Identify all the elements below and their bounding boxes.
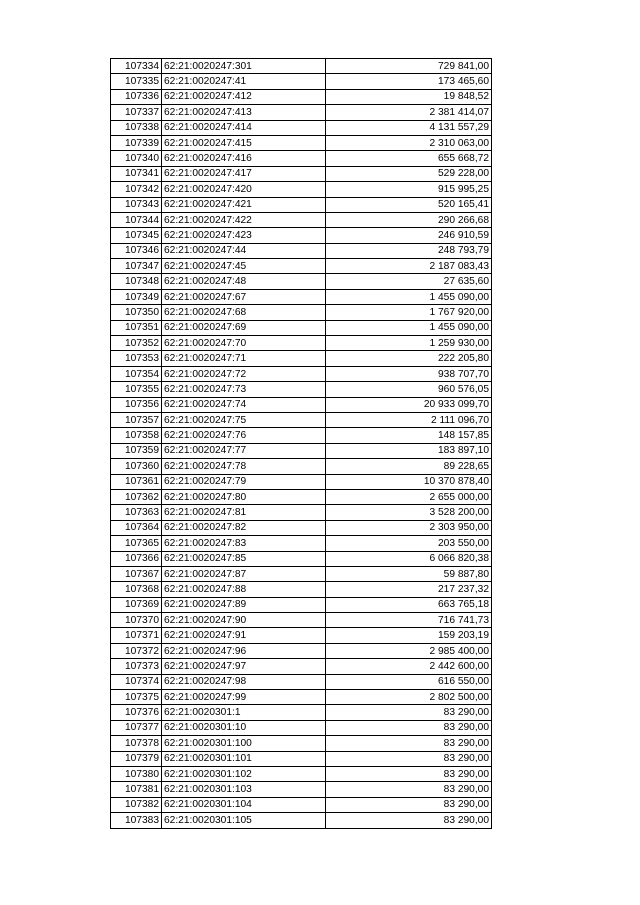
cadastral-number-cell: 62:21:0020247:89: [162, 597, 326, 612]
value-cell: 2 310 063,00: [326, 135, 492, 150]
row-number-cell: 107364: [111, 520, 162, 535]
row-number-cell: 107372: [111, 643, 162, 658]
value-cell: 655 668,72: [326, 151, 492, 166]
row-number-cell: 107342: [111, 182, 162, 197]
row-number-cell: 107358: [111, 428, 162, 443]
table-row: [111, 228, 492, 243]
row-number-cell: 107378: [111, 736, 162, 751]
cadastral-number-cell: 62:21:0020247:81: [162, 505, 326, 520]
table-row: [111, 690, 492, 705]
row-number-cell: 107373: [111, 659, 162, 674]
row-number-cell: 107341: [111, 166, 162, 181]
value-cell: 3 528 200,00: [326, 505, 492, 520]
row-number-cell: 107354: [111, 366, 162, 381]
table-row: [111, 659, 492, 674]
table-row: [111, 536, 492, 551]
table-row: [111, 397, 492, 412]
cadastral-number-cell: 62:21:0020247:82: [162, 520, 326, 535]
table-row: [111, 135, 492, 150]
cadastral-number-cell: 62:21:0020247:423: [162, 228, 326, 243]
row-number-cell: 107352: [111, 336, 162, 351]
table-row: [111, 274, 492, 289]
cadastral-number-cell: 62:21:0020247:98: [162, 674, 326, 689]
cadastral-number-cell: 62:21:0020247:48: [162, 274, 326, 289]
value-cell: 83 290,00: [326, 720, 492, 735]
table-row: [111, 597, 492, 612]
table-row: [111, 766, 492, 781]
cadastral-number-cell: 62:21:0020247:45: [162, 259, 326, 274]
row-number-cell: 107353: [111, 351, 162, 366]
cadastral-number-cell: 62:21:0020247:415: [162, 135, 326, 150]
table-row: [111, 628, 492, 643]
cadastral-number-cell: 62:21:0020247:91: [162, 628, 326, 643]
value-cell: 248 793,79: [326, 243, 492, 258]
cadastral-number-cell: 62:21:0020247:414: [162, 120, 326, 135]
row-number-cell: 107368: [111, 582, 162, 597]
cadastral-number-cell: 62:21:0020247:72: [162, 366, 326, 381]
row-number-cell: 107359: [111, 443, 162, 458]
value-cell: 222 205,80: [326, 351, 492, 366]
table-row: [111, 259, 492, 274]
table-row: [111, 489, 492, 504]
cadastral-number-cell: 62:21:0020247:99: [162, 690, 326, 705]
value-cell: 159 203,19: [326, 628, 492, 643]
table-row: [111, 89, 492, 104]
value-cell: 1 455 090,00: [326, 320, 492, 335]
row-number-cell: 107349: [111, 289, 162, 304]
value-cell: 83 290,00: [326, 705, 492, 720]
cadastral-number-cell: 62:21:0020247:90: [162, 613, 326, 628]
value-cell: 716 741,73: [326, 613, 492, 628]
row-number-cell: 107351: [111, 320, 162, 335]
cadastral-number-cell: 62:21:0020247:76: [162, 428, 326, 443]
value-cell: 529 228,00: [326, 166, 492, 181]
cadastral-number-cell: 62:21:0020247:83: [162, 536, 326, 551]
table-row: [111, 566, 492, 581]
value-cell: 2 802 500,00: [326, 690, 492, 705]
table-row: [111, 674, 492, 689]
table-row: [111, 736, 492, 751]
table-row: [111, 74, 492, 89]
table-row: [111, 705, 492, 720]
value-cell: 246 910,59: [326, 228, 492, 243]
table-row: [111, 613, 492, 628]
row-number-cell: 107340: [111, 151, 162, 166]
row-number-cell: 107343: [111, 197, 162, 212]
row-number-cell: 107371: [111, 628, 162, 643]
cadastral-number-cell: 62:21:0020301:100: [162, 736, 326, 751]
row-number-cell: 107348: [111, 274, 162, 289]
table-row: [111, 551, 492, 566]
row-number-cell: 107360: [111, 459, 162, 474]
table-row: [111, 813, 492, 828]
cadastral-number-cell: 62:21:0020301:10: [162, 720, 326, 735]
table-row: [111, 582, 492, 597]
value-cell: 2 442 600,00: [326, 659, 492, 674]
value-cell: 10 370 878,40: [326, 474, 492, 489]
table-row: [111, 166, 492, 181]
value-cell: 2 985 400,00: [326, 643, 492, 658]
table-body: [111, 59, 492, 829]
cadastral-number-cell: 62:21:0020247:85: [162, 551, 326, 566]
cadastral-number-cell: 62:21:0020247:68: [162, 305, 326, 320]
cadastral-number-cell: 62:21:0020247:420: [162, 182, 326, 197]
cadastral-number-cell: 62:21:0020301:101: [162, 751, 326, 766]
value-cell: 83 290,00: [326, 766, 492, 781]
row-number-cell: 107377: [111, 720, 162, 735]
cadastral-number-cell: 62:21:0020247:421: [162, 197, 326, 212]
table-row: [111, 505, 492, 520]
cadastral-number-cell: 62:21:0020247:67: [162, 289, 326, 304]
value-cell: 1 767 920,00: [326, 305, 492, 320]
cadastral-number-cell: 62:21:0020247:78: [162, 459, 326, 474]
value-cell: 663 765,18: [326, 597, 492, 612]
table-row: [111, 412, 492, 427]
cadastral-number-cell: 62:21:0020247:79: [162, 474, 326, 489]
row-number-cell: 107366: [111, 551, 162, 566]
value-cell: 960 576,05: [326, 382, 492, 397]
row-number-cell: 107347: [111, 259, 162, 274]
value-cell: 83 290,00: [326, 736, 492, 751]
cadastral-number-cell: 62:21:0020301:103: [162, 782, 326, 797]
table-row: [111, 643, 492, 658]
value-cell: 83 290,00: [326, 782, 492, 797]
cadastral-number-cell: 62:21:0020247:41: [162, 74, 326, 89]
value-cell: 2 187 083,43: [326, 259, 492, 274]
value-cell: 83 290,00: [326, 797, 492, 812]
cadastral-number-cell: 62:21:0020247:69: [162, 320, 326, 335]
cadastral-number-cell: 62:21:0020247:96: [162, 643, 326, 658]
value-cell: 915 995,25: [326, 182, 492, 197]
cadastral-number-cell: 62:21:0020247:71: [162, 351, 326, 366]
table-row: [111, 782, 492, 797]
cadastral-number-cell: 62:21:0020247:80: [162, 489, 326, 504]
value-cell: 4 131 557,29: [326, 120, 492, 135]
row-number-cell: 107369: [111, 597, 162, 612]
cadastral-number-cell: 62:21:0020247:44: [162, 243, 326, 258]
value-cell: 20 933 099,70: [326, 397, 492, 412]
table-row: [111, 797, 492, 812]
cadastral-number-cell: 62:21:0020247:75: [162, 412, 326, 427]
cadastral-value-table: [110, 58, 492, 829]
table-row: [111, 474, 492, 489]
row-number-cell: 107338: [111, 120, 162, 135]
value-cell: 2 111 096,70: [326, 412, 492, 427]
table-row: [111, 151, 492, 166]
row-number-cell: 107383: [111, 813, 162, 828]
table-row: [111, 120, 492, 135]
cadastral-number-cell: 62:21:0020247:88: [162, 582, 326, 597]
cadastral-number-cell: 62:21:0020247:417: [162, 166, 326, 181]
cadastral-number-cell: 62:21:0020247:412: [162, 89, 326, 104]
row-number-cell: 107379: [111, 751, 162, 766]
value-cell: 19 848,52: [326, 89, 492, 104]
row-number-cell: 107339: [111, 135, 162, 150]
table-row: [111, 243, 492, 258]
row-number-cell: 107344: [111, 212, 162, 227]
row-number-cell: 107376: [111, 705, 162, 720]
value-cell: 89 228,65: [326, 459, 492, 474]
table-row: [111, 105, 492, 120]
table-row: [111, 443, 492, 458]
table-row: [111, 520, 492, 535]
table-row: [111, 305, 492, 320]
row-number-cell: 107367: [111, 566, 162, 581]
value-cell: 183 897,10: [326, 443, 492, 458]
table-row: [111, 459, 492, 474]
value-cell: 520 165,41: [326, 197, 492, 212]
table-row: [111, 351, 492, 366]
cadastral-number-cell: 62:21:0020247:77: [162, 443, 326, 458]
value-cell: 173 465,60: [326, 74, 492, 89]
row-number-cell: 107345: [111, 228, 162, 243]
value-cell: 2 303 950,00: [326, 520, 492, 535]
row-number-cell: 107350: [111, 305, 162, 320]
table-row: [111, 197, 492, 212]
value-cell: 2 655 000,00: [326, 489, 492, 504]
table-row: [111, 59, 492, 74]
cadastral-number-cell: 62:21:0020247:97: [162, 659, 326, 674]
row-number-cell: 107346: [111, 243, 162, 258]
cadastral-number-cell: 62:21:0020301:104: [162, 797, 326, 812]
cadastral-number-cell: 62:21:0020247:87: [162, 566, 326, 581]
cadastral-number-cell: 62:21:0020247:422: [162, 212, 326, 227]
cadastral-number-cell: 62:21:0020247:413: [162, 105, 326, 120]
value-cell: 217 237,32: [326, 582, 492, 597]
table-row: [111, 212, 492, 227]
row-number-cell: 107357: [111, 412, 162, 427]
row-number-cell: 107336: [111, 89, 162, 104]
value-cell: 729 841,00: [326, 59, 492, 74]
cadastral-number-cell: 62:21:0020247:70: [162, 336, 326, 351]
cadastral-number-cell: 62:21:0020301:102: [162, 766, 326, 781]
table-row: [111, 751, 492, 766]
row-number-cell: 107375: [111, 690, 162, 705]
row-number-cell: 107356: [111, 397, 162, 412]
table-row: [111, 320, 492, 335]
value-cell: 148 157,85: [326, 428, 492, 443]
row-number-cell: 107370: [111, 613, 162, 628]
row-number-cell: 107335: [111, 74, 162, 89]
value-cell: 83 290,00: [326, 813, 492, 828]
table-row: [111, 366, 492, 381]
cadastral-number-cell: 62:21:0020301:1: [162, 705, 326, 720]
cadastral-number-cell: 62:21:0020301:105: [162, 813, 326, 828]
value-cell: 616 550,00: [326, 674, 492, 689]
value-cell: 27 635,60: [326, 274, 492, 289]
value-cell: 2 381 414,07: [326, 105, 492, 120]
value-cell: 938 707,70: [326, 366, 492, 381]
value-cell: 203 550,00: [326, 536, 492, 551]
row-number-cell: 107355: [111, 382, 162, 397]
value-cell: 1 455 090,00: [326, 289, 492, 304]
row-number-cell: 107337: [111, 105, 162, 120]
table-row: [111, 289, 492, 304]
table-row: [111, 336, 492, 351]
cadastral-number-cell: 62:21:0020247:74: [162, 397, 326, 412]
cadastral-number-cell: 62:21:0020247:416: [162, 151, 326, 166]
table-row: [111, 428, 492, 443]
table-row: [111, 182, 492, 197]
cadastral-number-cell: 62:21:0020247:73: [162, 382, 326, 397]
value-cell: 290 266,68: [326, 212, 492, 227]
value-cell: 83 290,00: [326, 751, 492, 766]
row-number-cell: 107363: [111, 505, 162, 520]
row-number-cell: 107380: [111, 766, 162, 781]
row-number-cell: 107361: [111, 474, 162, 489]
row-number-cell: 107362: [111, 489, 162, 504]
value-cell: 59 887,80: [326, 566, 492, 581]
row-number-cell: 107381: [111, 782, 162, 797]
value-cell: 1 259 930,00: [326, 336, 492, 351]
cadastral-number-cell: 62:21:0020247:301: [162, 59, 326, 74]
row-number-cell: 107334: [111, 59, 162, 74]
value-cell: 6 066 820,38: [326, 551, 492, 566]
row-number-cell: 107382: [111, 797, 162, 812]
table-row: [111, 720, 492, 735]
row-number-cell: 107365: [111, 536, 162, 551]
row-number-cell: 107374: [111, 674, 162, 689]
table-row: [111, 382, 492, 397]
